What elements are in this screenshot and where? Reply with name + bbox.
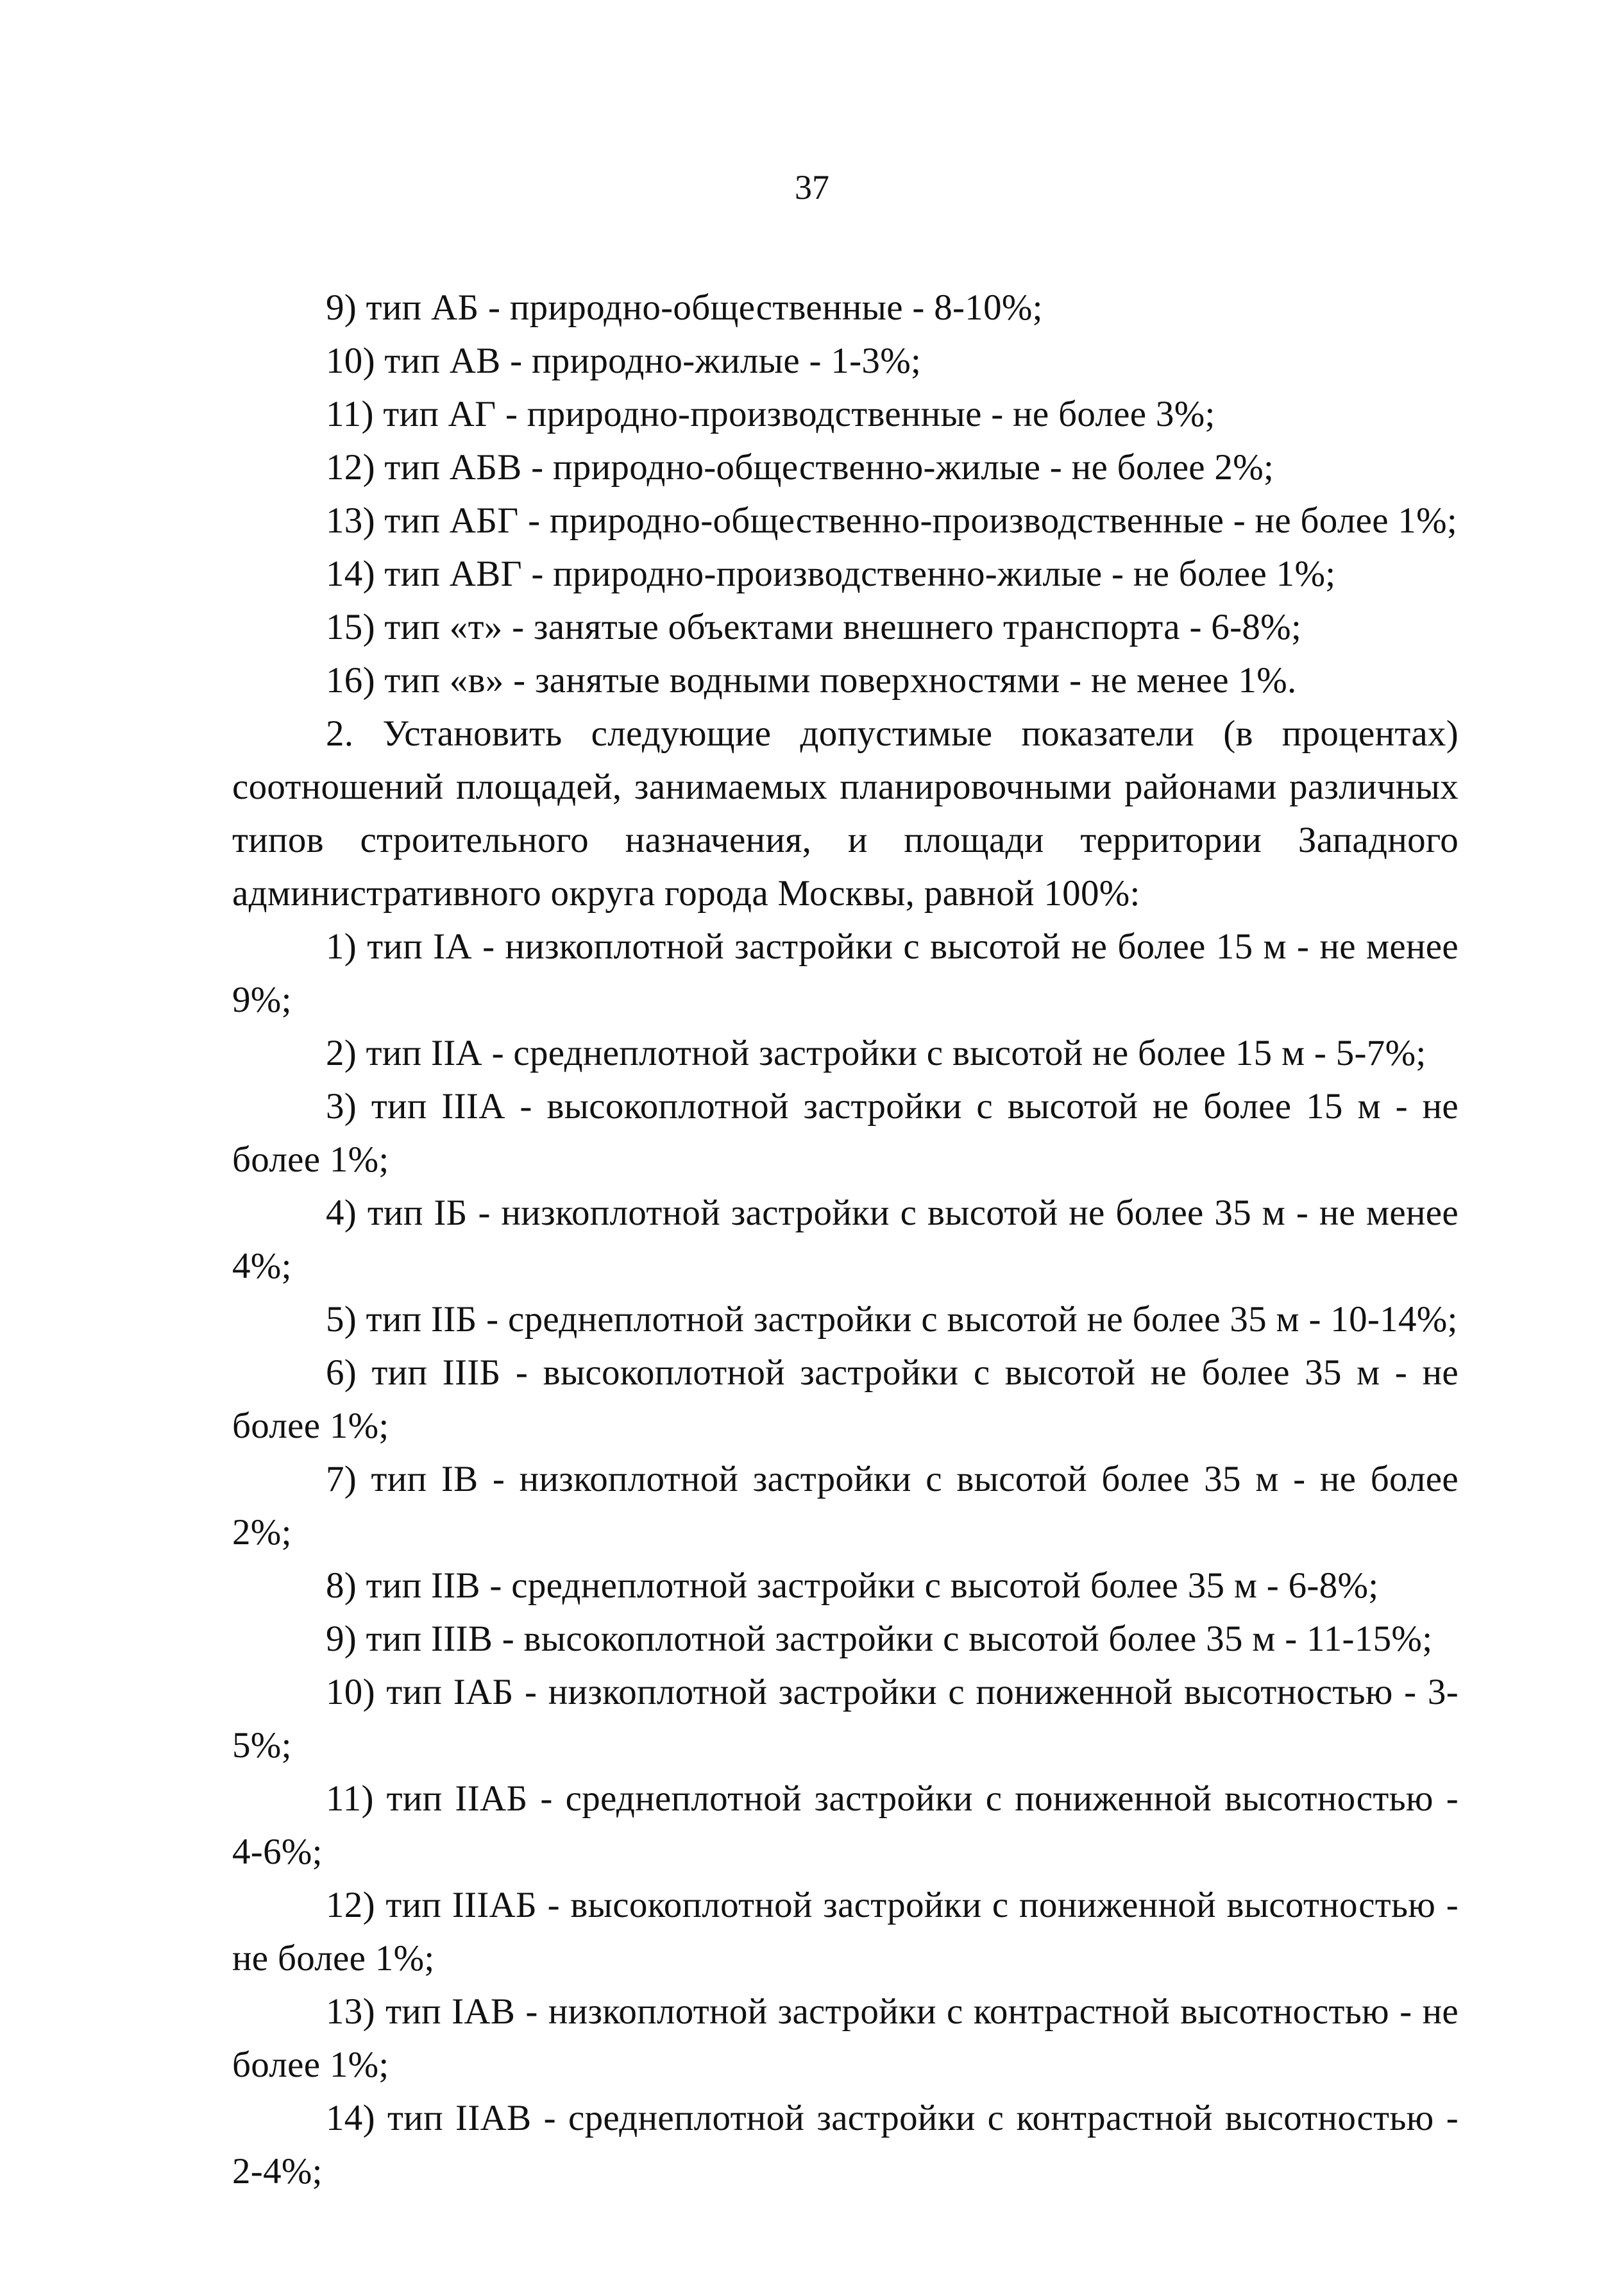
list-item: 2) тип IIА - среднеплотной застройки с высотой не более 15 м - 5-7%; [326, 1033, 1426, 1073]
list-item: 15) тип «т» - занятые объектами внешнего транспорта - 6-8%; [326, 607, 1302, 647]
list-item: 9) тип АБ - природно-общественные - 8-10%; [326, 287, 1043, 328]
list-item: 11) тип АГ - природно-производственные - не более 3%; [326, 394, 1215, 434]
list-item: 4) тип IБ - низкоплотной застройки с высотой не более 35 м - не менее 4%; [232, 1193, 1459, 1286]
list-item: 11) тип IIАБ - среднеплотной застройки с пониженной высотностью - 4-6%; [232, 1778, 1459, 1872]
list-item: 14) тип АВГ - природно-производственно-жилые - не более 1%; [326, 554, 1336, 594]
list-item: 1) тип IА - низкоплотной застройки с высотой не более 15 м - не менее 9%; [232, 926, 1459, 1020]
construction-types-list [232, 920, 1459, 2198]
document-body [232, 281, 1459, 2198]
list-item: 5) тип IIБ - среднеплотной застройки с высотой не более 35 м - 10-14%; [326, 1299, 1458, 1340]
list-item: 7) тип IВ - низкоплотной застройки с высотой более 35 м - не более 2%; [232, 1459, 1459, 1553]
list-item: 12) тип АБВ - природно-общественно-жилые - не более 2%; [326, 447, 1274, 488]
list-item: 10) тип IАБ - низкоплотной застройки с пониженной высотностью - 3-5%; [232, 1672, 1459, 1766]
list-item: 13) тип IАВ - низкоплотной застройки с контрастной высотностью - не более 1%; [232, 1991, 1459, 2085]
list-item: 10) тип АВ - природно-жилые - 1-3%; [326, 341, 922, 381]
list-item: 3) тип IIIА - высокоплотной застройки с высотой не более 15 м - не более 1%; [232, 1086, 1459, 1180]
list-item: 14) тип IIАВ - среднеплотной застройки с контрастной высотностью - 2-4%; [232, 2098, 1459, 2192]
page-number: 37 [795, 168, 829, 207]
list-item: 12) тип IIIАБ - высокоплотной застройки с пониженной высотностью - не более 1%; [232, 1885, 1459, 1979]
list-item: 8) тип IIВ - среднеплотной застройки с высотой более 35 м - 6-8%; [326, 1565, 1379, 1606]
land-use-types-list [232, 281, 1459, 707]
list-item: 16) тип «в» - занятые водными поверхностями - не менее 1%. [326, 660, 1297, 701]
section-2-intro: 2. Установить следующие допустимые показатели (в процентах) соотношений площадей, занимаемых планировочными районами различных типов строительного назначения, и площади территории Западного административного округа города Москвы, равной 100%: [232, 713, 1459, 914]
list-item: 13) тип АБГ - природно-общественно-производственные - не более 1%; [326, 500, 1458, 541]
list-item: 6) тип IIIБ - высокоплотной застройки с высотой не более 35 м - не более 1%; [232, 1352, 1459, 1446]
list-item: 9) тип IIIВ - высокоплотной застройки с высотой более 35 м - 11-15%; [326, 1619, 1433, 1659]
